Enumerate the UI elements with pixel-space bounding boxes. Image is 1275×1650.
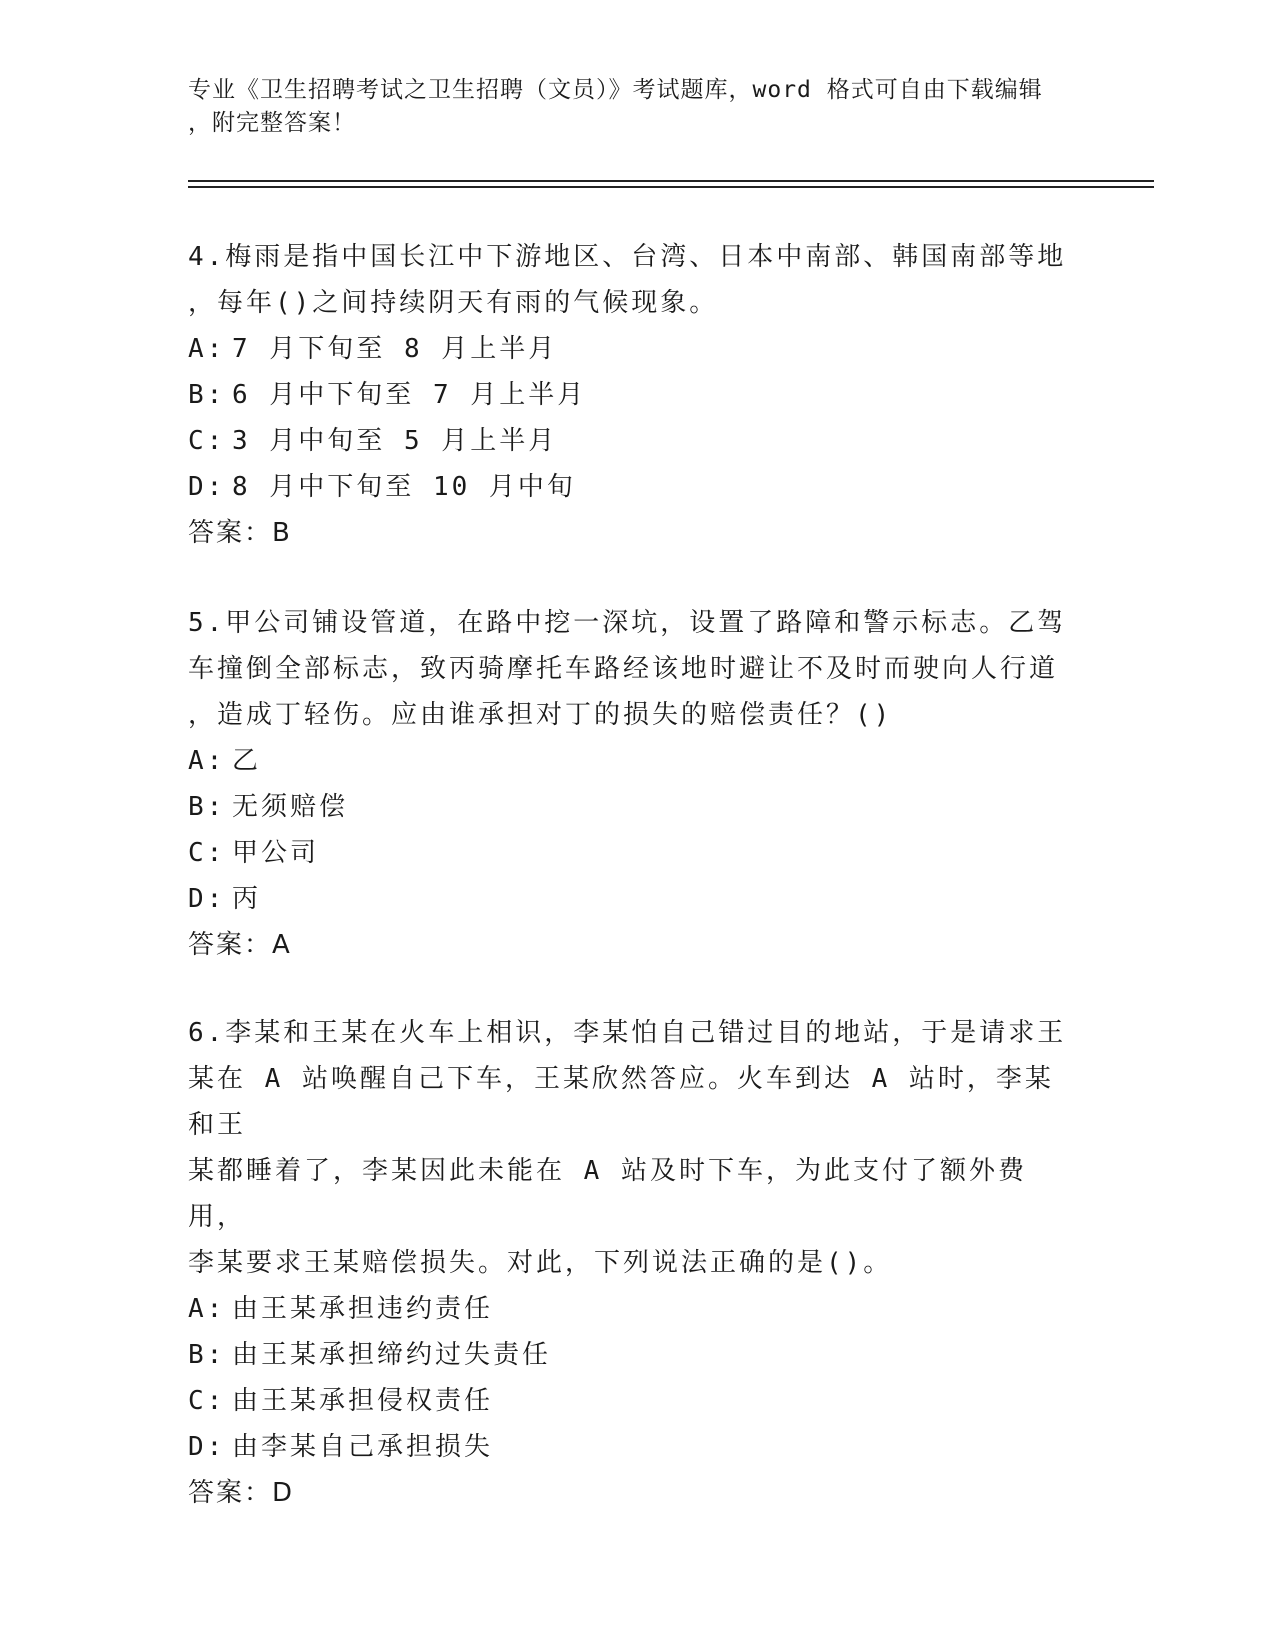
option-a <box>188 326 1068 372</box>
question-text-line: 4.梅雨是指中国长江中下游地区、台湾、日本中南部、韩国南部等地 <box>188 242 1067 272</box>
answer-line: 答案：D <box>188 1478 295 1508</box>
option-c <box>188 830 1068 876</box>
option-text: 8 月中下旬至 10 月中旬 <box>232 472 576 502</box>
option-key: B: <box>188 1340 226 1370</box>
option-key: B: <box>188 380 226 410</box>
option-key: A: <box>188 1294 226 1324</box>
option-b <box>188 372 1068 418</box>
option-key: D: <box>188 1432 226 1462</box>
question-5 <box>188 600 1068 968</box>
option-a <box>188 1286 1068 1332</box>
question-text-line: 5.甲公司铺设管道，在路中挖一深坑，设置了路障和警示标志。乙驾 <box>188 608 1067 638</box>
option-key: C: <box>188 1386 226 1416</box>
option-text: 3 月中旬至 5 月上半月 <box>232 426 558 456</box>
option-text: 乙 <box>232 746 262 776</box>
option-c <box>188 1378 1068 1424</box>
option-key: B: <box>188 792 226 822</box>
option-key: D: <box>188 884 226 914</box>
header-divider-top <box>188 180 1154 182</box>
option-text: 丙 <box>232 884 262 914</box>
header-divider-bottom <box>188 186 1154 188</box>
option-text: 由王某承担侵权责任 <box>232 1386 494 1416</box>
question-text-line: 李某要求王某赔偿损失。对此，下列说法正确的是()。 <box>188 1248 893 1278</box>
option-a <box>188 738 1068 784</box>
option-key: A: <box>188 334 226 364</box>
question-text-line: 6.李某和王某在火车上相识，李某怕自己错过目的地站，于是请求王 <box>188 1018 1067 1048</box>
option-key: C: <box>188 426 226 456</box>
option-text: 由李某自己承担损失 <box>232 1432 494 1462</box>
question-text-line: 某都睡着了，李某因此未能在 A 站及时下车，为此支付了额外费用， <box>188 1156 1027 1232</box>
question-4 <box>188 234 1068 556</box>
option-b <box>188 784 1068 830</box>
question-text-line: ，造成丁轻伤。应由谁承担对丁的损失的赔偿责任？() <box>188 700 893 730</box>
question-text-line: 车撞倒全部标志，致丙骑摩托车路经该地时避让不及时而驶向人行道 <box>188 654 1059 684</box>
option-b <box>188 1332 1068 1378</box>
header-line-2: ，附完整答案！ <box>188 110 356 136</box>
option-key: A: <box>188 746 226 776</box>
option-d <box>188 876 1068 922</box>
question-6 <box>188 1010 1068 1516</box>
option-d <box>188 1424 1068 1470</box>
option-key: D: <box>188 472 226 502</box>
option-text: 无须赔偿 <box>232 792 349 822</box>
option-text: 6 月中下旬至 7 月上半月 <box>232 380 587 410</box>
answer-line: 答案：A <box>188 930 292 960</box>
option-d <box>188 464 1068 510</box>
option-c <box>188 418 1068 464</box>
header-line-1: 专业《卫生招聘考试之卫生招聘（文员）》考试题库，word 格式可自由下载编辑 <box>188 77 1043 103</box>
option-text: 由王某承担违约责任 <box>232 1294 494 1324</box>
option-text: 甲公司 <box>232 838 320 868</box>
question-text-line: 某在 A 站唤醒自己下车，王某欣然答应。火车到达 A 站时，李某和王 <box>188 1064 1054 1140</box>
answer-line: 答案：B <box>188 518 292 548</box>
document-header <box>188 74 1068 140</box>
option-text: 由王某承担缔约过失责任 <box>232 1340 552 1370</box>
question-text-line: ，每年()之间持续阴天有雨的气候现象。 <box>188 288 719 318</box>
option-text: 7 月下旬至 8 月上半月 <box>232 334 558 364</box>
option-key: C: <box>188 838 226 868</box>
